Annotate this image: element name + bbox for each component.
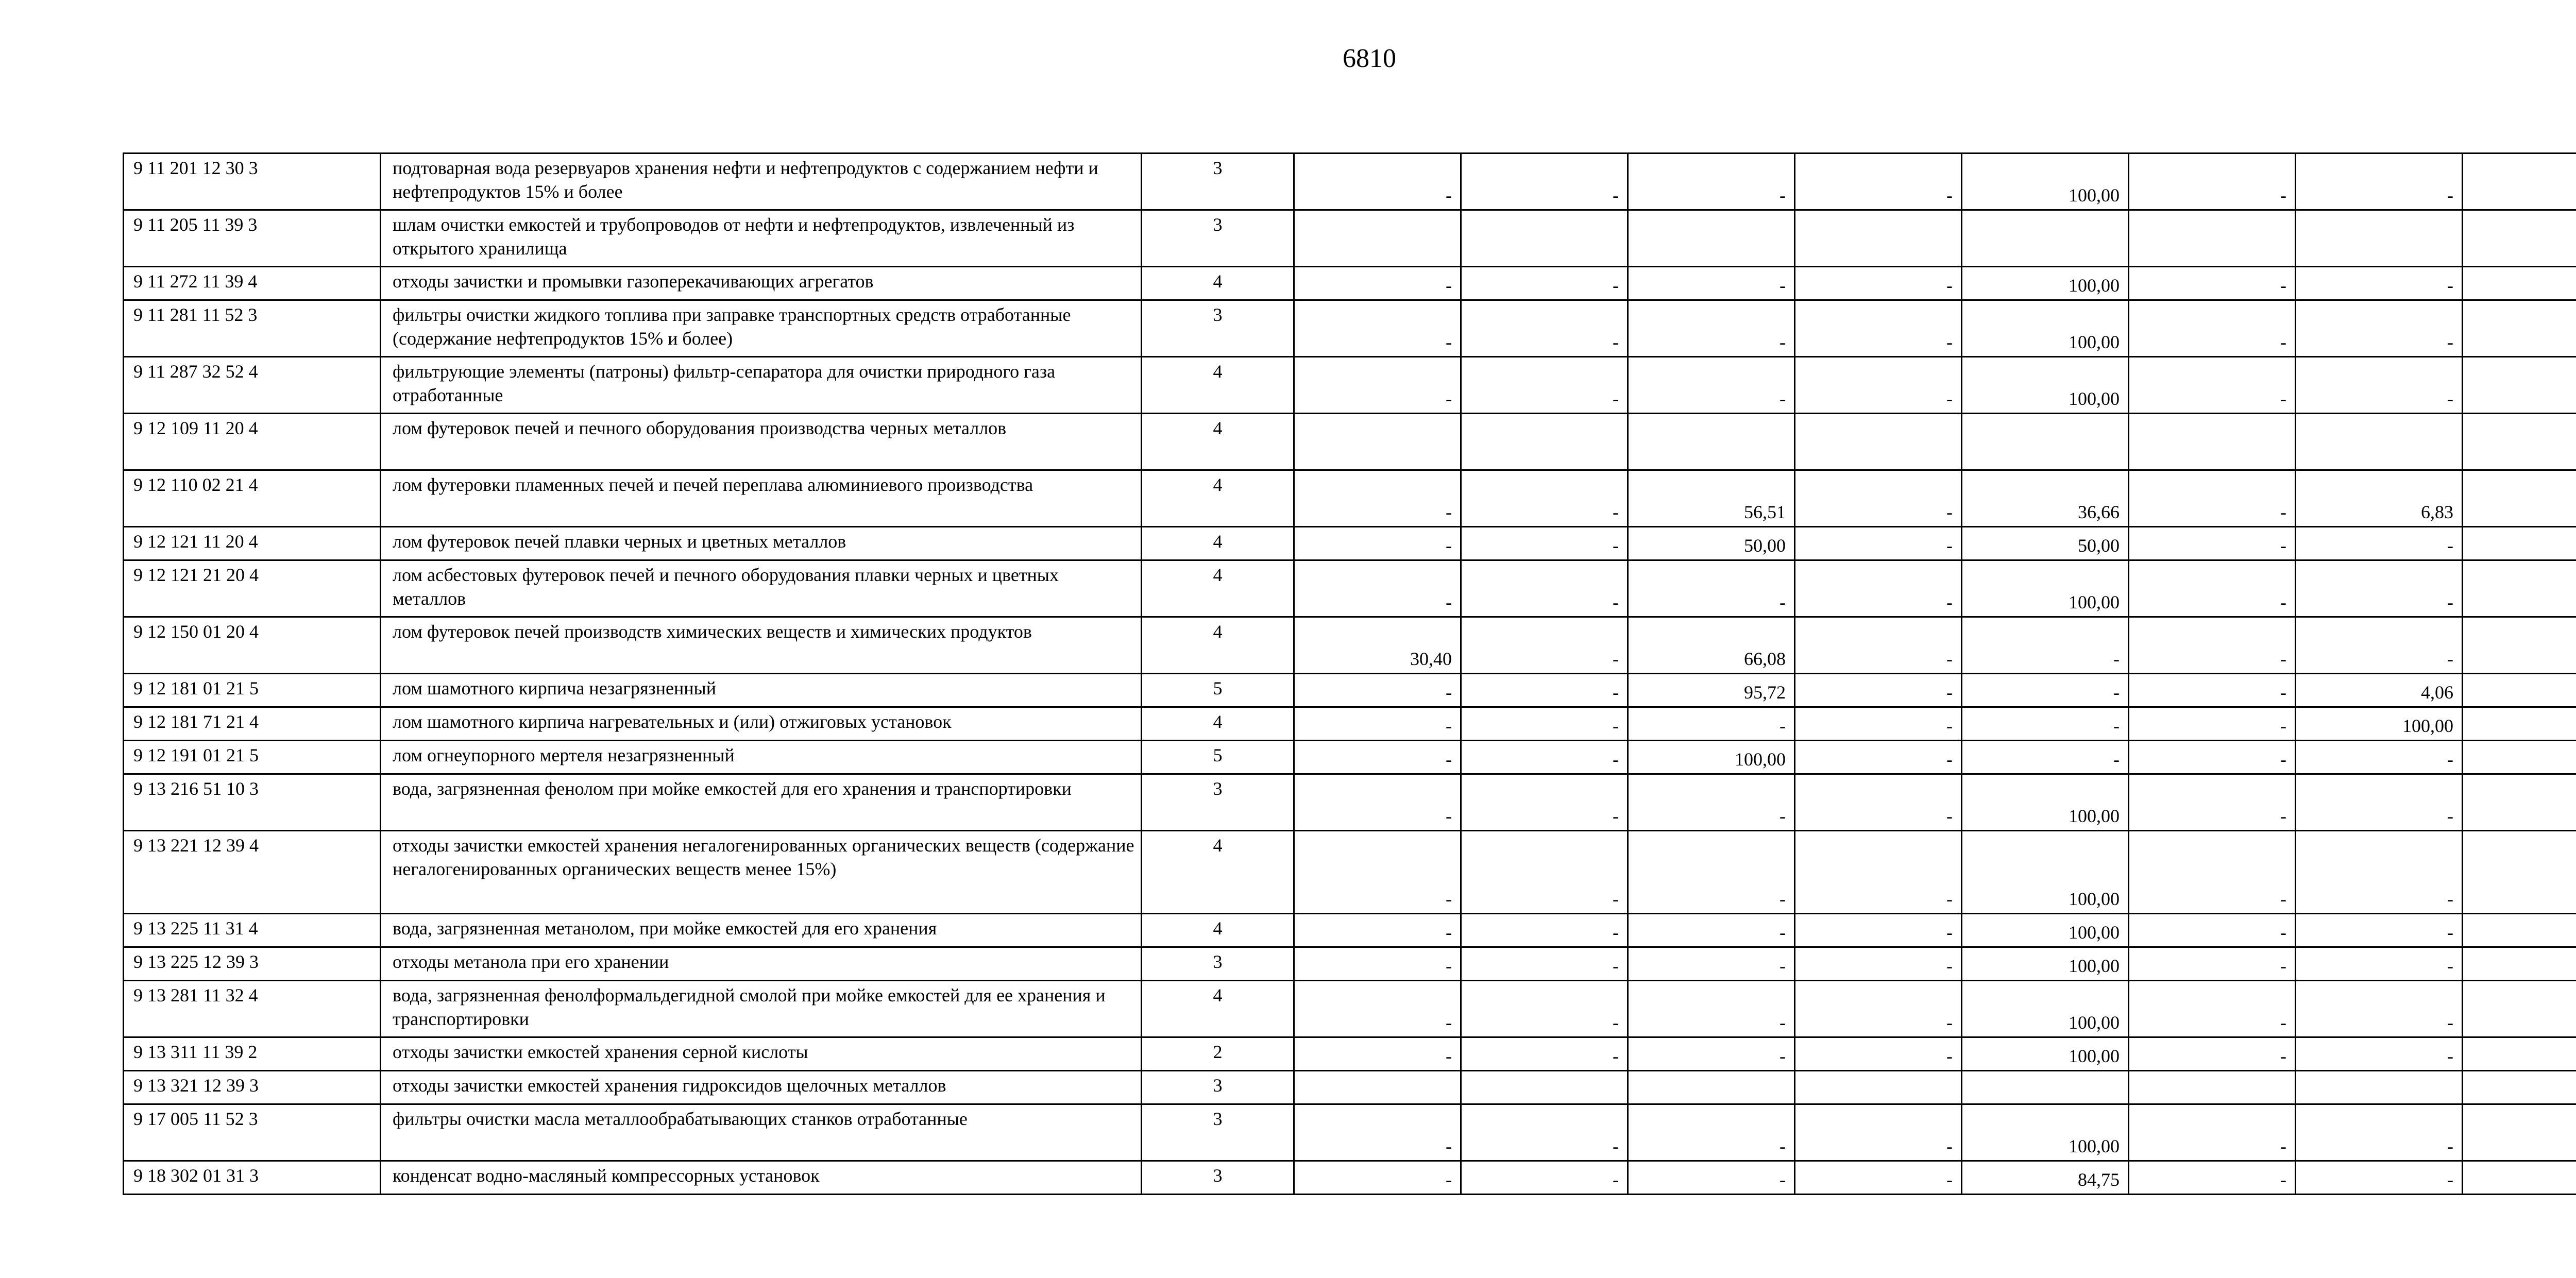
value-cell: 30,40: [1294, 617, 1461, 674]
hazard-class-cell: 4: [1142, 560, 1294, 617]
value-cell: -: [1962, 707, 2129, 741]
value-cell: [1294, 1071, 1461, 1104]
value-cell: 100,00: [1962, 914, 2129, 947]
table-row: [124, 267, 2576, 300]
waste-code-cell: 9 18 302 01 31 3: [124, 1161, 381, 1195]
table-row: [124, 741, 2576, 774]
value-cell: -: [1461, 707, 1628, 741]
value-cell: -: [1294, 774, 1461, 831]
table-row: [124, 831, 2576, 914]
table-row: [124, 357, 2576, 414]
table-row: [124, 674, 2576, 707]
waste-code-cell: 9 12 121 21 20 4: [124, 560, 381, 617]
value-cell: 66,08: [1628, 617, 1795, 674]
waste-name-cell: фильтры очистки масла металлообрабатывающих станков отработанные: [381, 1104, 1142, 1161]
hazard-class-cell: 2: [1142, 1037, 1294, 1071]
value-cell: -: [1795, 1161, 1962, 1195]
waste-name-cell: шлам очистки емкостей и трубопроводов от нефти и нефтепродуктов, извлеченный из открытого хранилища: [381, 210, 1142, 267]
value-cell: [2463, 1161, 2576, 1195]
value-cell: [1461, 1071, 1628, 1104]
value-cell: -: [2296, 300, 2463, 357]
table-row: [124, 560, 2576, 617]
waste-name-cell: лом футеровок печей и печного оборудования производства черных металлов: [381, 414, 1142, 470]
value-cell: 56,51: [1628, 470, 1795, 527]
value-cell: -: [2129, 674, 2296, 707]
table-row: [124, 707, 2576, 741]
waste-name-cell: лом футеровок печей плавки черных и цветных металлов: [381, 527, 1142, 560]
value-cell: -: [1795, 674, 1962, 707]
value-cell: -: [2129, 1161, 2296, 1195]
value-cell: 36,66: [1962, 470, 2129, 527]
table-row: [124, 1037, 2576, 1071]
value-cell: [1795, 1071, 1962, 1104]
hazard-class-cell: 4: [1142, 470, 1294, 527]
value-cell: -: [1628, 267, 1795, 300]
waste-code-cell: 9 12 191 01 21 5: [124, 741, 381, 774]
value-cell: [2463, 470, 2576, 527]
value-cell: 100,00: [1962, 774, 2129, 831]
value-cell: -: [1294, 914, 1461, 947]
hazard-class-cell: 4: [1142, 357, 1294, 414]
value-cell: -: [1795, 357, 1962, 414]
waste-name-cell: вода, загрязненная фенолформальдегидной смолой при мойке емкостей для ее хранения и транспортировки: [381, 981, 1142, 1037]
value-cell: -: [1795, 154, 1962, 210]
value-cell: [2463, 414, 2576, 470]
value-cell: -: [1628, 1104, 1795, 1161]
value-cell: -: [1294, 1037, 1461, 1071]
value-cell: [2463, 267, 2576, 300]
waste-code-cell: 9 12 181 01 21 5: [124, 674, 381, 707]
value-cell: [1628, 210, 1795, 267]
value-cell: [1962, 210, 2129, 267]
value-cell: -: [1294, 741, 1461, 774]
value-cell: [1628, 414, 1795, 470]
value-cell: 50,00: [1962, 527, 2129, 560]
value-cell: -: [2129, 947, 2296, 981]
value-cell: -: [2129, 1037, 2296, 1071]
table-row: [124, 981, 2576, 1037]
value-cell: -: [2296, 947, 2463, 981]
waste-name-cell: отходы метанола при его хранении: [381, 947, 1142, 981]
value-cell: -: [1795, 914, 1962, 947]
value-cell: 95,72: [1628, 674, 1795, 707]
value-cell: -: [2129, 1104, 2296, 1161]
waste-name-cell: лом футеровки пламенных печей и печей переплава алюминиевого производства: [381, 470, 1142, 527]
value-cell: [2296, 414, 2463, 470]
hazard-class-cell: 4: [1142, 707, 1294, 741]
table-row: [124, 414, 2576, 470]
table-row: [124, 774, 2576, 831]
value-cell: -: [1461, 357, 1628, 414]
value-cell: 100,00: [1962, 154, 2129, 210]
value-cell: -: [2129, 560, 2296, 617]
value-cell: -: [1294, 674, 1461, 707]
value-cell: -: [2129, 300, 2296, 357]
waste-code-cell: 9 13 221 12 39 4: [124, 831, 381, 914]
value-cell: -: [1795, 560, 1962, 617]
waste-code-cell: 9 13 321 12 39 3: [124, 1071, 381, 1104]
value-cell: -: [1461, 300, 1628, 357]
value-cell: -: [2296, 357, 2463, 414]
hazard-class-cell: 4: [1142, 617, 1294, 674]
hazard-class-cell: 3: [1142, 947, 1294, 981]
waste-name-cell: вода, загрязненная метанолом, при мойке емкостей для его хранения: [381, 914, 1142, 947]
value-cell: -: [1628, 981, 1795, 1037]
value-cell: [2463, 674, 2576, 707]
value-cell: -: [1294, 831, 1461, 914]
value-cell: 100,00: [1962, 300, 2129, 357]
value-cell: -: [1628, 154, 1795, 210]
value-cell: [2463, 831, 2576, 914]
value-cell: -: [1795, 300, 1962, 357]
value-cell: 100,00: [1962, 981, 2129, 1037]
value-cell: -: [2296, 831, 2463, 914]
value-cell: -: [1795, 1104, 1962, 1161]
value-cell: -: [2296, 1161, 2463, 1195]
waste-name-cell: лом футеровок печей производств химических веществ и химических продуктов: [381, 617, 1142, 674]
value-cell: [2463, 154, 2576, 210]
value-cell: -: [1294, 154, 1461, 210]
table-row: [124, 527, 2576, 560]
waste-name-cell: лом шамотного кирпича нагревательных и (или) отжиговых установок: [381, 707, 1142, 741]
value-cell: -: [1294, 1161, 1461, 1195]
waste-code-cell: 9 17 005 11 52 3: [124, 1104, 381, 1161]
value-cell: [2129, 1071, 2296, 1104]
waste-code-cell: 9 11 272 11 39 4: [124, 267, 381, 300]
waste-name-cell: фильтры очистки жидкого топлива при заправке транспортных средств отработанные (содержание нефтепродуктов 15% и более): [381, 300, 1142, 357]
waste-code-cell: 9 12 110 02 21 4: [124, 470, 381, 527]
value-cell: -: [1628, 1161, 1795, 1195]
value-cell: -: [1461, 560, 1628, 617]
value-cell: 100,00: [1962, 1104, 2129, 1161]
value-cell: -: [1294, 981, 1461, 1037]
value-cell: -: [2129, 470, 2296, 527]
hazard-class-cell: 4: [1142, 914, 1294, 947]
table-body: [124, 154, 2576, 1195]
value-cell: -: [2296, 154, 2463, 210]
value-cell: -: [1461, 914, 1628, 947]
waste-name-cell: лом огнеупорного мертеля незагрязненный: [381, 741, 1142, 774]
value-cell: [2463, 527, 2576, 560]
value-cell: [1795, 414, 1962, 470]
value-cell: [2463, 560, 2576, 617]
value-cell: -: [2296, 914, 2463, 947]
value-cell: [2463, 1037, 2576, 1071]
value-cell: [2129, 414, 2296, 470]
value-cell: -: [1294, 560, 1461, 617]
value-cell: -: [1294, 300, 1461, 357]
value-cell: 4,06: [2296, 674, 2463, 707]
table-row: [124, 1161, 2576, 1195]
value-cell: 100,00: [1962, 560, 2129, 617]
value-cell: -: [1294, 1104, 1461, 1161]
waste-code-cell: 9 13 225 12 39 3: [124, 947, 381, 981]
value-cell: -: [2296, 1104, 2463, 1161]
waste-name-cell: лом асбестовых футеровок печей и печного оборудования плавки черных и цветных металлов: [381, 560, 1142, 617]
waste-code-cell: 9 11 205 11 39 3: [124, 210, 381, 267]
value-cell: -: [1461, 774, 1628, 831]
hazard-class-cell: 5: [1142, 741, 1294, 774]
value-cell: -: [1795, 981, 1962, 1037]
hazard-class-cell: 4: [1142, 267, 1294, 300]
value-cell: [1461, 414, 1628, 470]
value-cell: [2463, 300, 2576, 357]
value-cell: 100,00: [1962, 267, 2129, 300]
value-cell: [2129, 210, 2296, 267]
value-cell: [2296, 1071, 2463, 1104]
hazard-class-cell: 3: [1142, 774, 1294, 831]
value-cell: -: [1795, 947, 1962, 981]
value-cell: -: [2296, 1037, 2463, 1071]
hazard-class-cell: 3: [1142, 210, 1294, 267]
value-cell: [2463, 1071, 2576, 1104]
value-cell: -: [2129, 357, 2296, 414]
table-row: [124, 914, 2576, 947]
value-cell: -: [2296, 560, 2463, 617]
value-cell: -: [1795, 617, 1962, 674]
hazard-class-cell: 4: [1142, 981, 1294, 1037]
waste-name-cell: вода, загрязненная фенолом при мойке емкостей для его хранения и транспортировки: [381, 774, 1142, 831]
value-cell: [2296, 210, 2463, 267]
hazard-class-cell: 5: [1142, 674, 1294, 707]
value-cell: -: [1795, 774, 1962, 831]
value-cell: 100,00: [2296, 707, 2463, 741]
waste-name-cell: конденсат водно-масляный компрессорных установок: [381, 1161, 1142, 1195]
value-cell: [2463, 707, 2576, 741]
value-cell: [2463, 774, 2576, 831]
value-cell: [2463, 914, 2576, 947]
waste-name-cell: лом шамотного кирпича незагрязненный: [381, 674, 1142, 707]
value-cell: -: [1461, 947, 1628, 981]
value-cell: -: [1461, 1161, 1628, 1195]
value-cell: -: [2129, 707, 2296, 741]
table-row: [124, 154, 2576, 210]
hazard-class-cell: 3: [1142, 154, 1294, 210]
value-cell: -: [2296, 774, 2463, 831]
value-cell: -: [1962, 741, 2129, 774]
waste-name-cell: отходы зачистки емкостей хранения серной кислоты: [381, 1037, 1142, 1071]
value-cell: [2463, 617, 2576, 674]
hazard-class-cell: 3: [1142, 1161, 1294, 1195]
waste-name-cell: отходы зачистки и промывки газоперекачивающих агрегатов: [381, 267, 1142, 300]
value-cell: -: [1461, 981, 1628, 1037]
value-cell: -: [1795, 831, 1962, 914]
value-cell: -: [1795, 527, 1962, 560]
value-cell: -: [2129, 981, 2296, 1037]
value-cell: -: [1461, 1037, 1628, 1071]
waste-name-cell: подтоварная вода резервуаров хранения нефти и нефтепродуктов с содержанием нефти и нефтепродуктов 15% и более: [381, 154, 1142, 210]
value-cell: -: [2129, 831, 2296, 914]
hazard-class-cell: 4: [1142, 831, 1294, 914]
value-cell: -: [1628, 357, 1795, 414]
value-cell: -: [1461, 741, 1628, 774]
table-row: [124, 947, 2576, 981]
waste-code-cell: 9 13 311 11 39 2: [124, 1037, 381, 1071]
value-cell: -: [1461, 674, 1628, 707]
value-cell: [1461, 210, 1628, 267]
table-row: [124, 210, 2576, 267]
value-cell: [2463, 1104, 2576, 1161]
value-cell: -: [1294, 470, 1461, 527]
value-cell: 100,00: [1962, 947, 2129, 981]
value-cell: -: [1962, 617, 2129, 674]
value-cell: -: [1628, 707, 1795, 741]
hazard-class-cell: 3: [1142, 300, 1294, 357]
value-cell: -: [1795, 741, 1962, 774]
value-cell: [1294, 210, 1461, 267]
value-cell: 100,00: [1962, 831, 2129, 914]
value-cell: [2463, 741, 2576, 774]
value-cell: -: [2129, 527, 2296, 560]
hazard-class-cell: 3: [1142, 1071, 1294, 1104]
value-cell: -: [2129, 774, 2296, 831]
waste-code-cell: 9 12 121 11 20 4: [124, 527, 381, 560]
value-cell: -: [1461, 154, 1628, 210]
value-cell: -: [2296, 981, 2463, 1037]
value-cell: 84,75: [1962, 1161, 2129, 1195]
value-cell: -: [1461, 617, 1628, 674]
waste-composition-table: [123, 152, 2576, 1195]
value-cell: -: [1461, 470, 1628, 527]
hazard-class-cell: 3: [1142, 1104, 1294, 1161]
value-cell: [2463, 981, 2576, 1037]
value-cell: -: [1294, 527, 1461, 560]
value-cell: -: [2129, 914, 2296, 947]
value-cell: -: [2129, 154, 2296, 210]
value-cell: -: [1628, 947, 1795, 981]
value-cell: -: [2129, 617, 2296, 674]
value-cell: 100,00: [1628, 741, 1795, 774]
hazard-class-cell: 4: [1142, 527, 1294, 560]
waste-code-cell: 9 13 225 11 31 4: [124, 914, 381, 947]
value-cell: -: [1294, 947, 1461, 981]
value-cell: -: [1294, 267, 1461, 300]
hazard-class-cell: 4: [1142, 414, 1294, 470]
value-cell: -: [2296, 267, 2463, 300]
waste-code-cell: 9 12 109 11 20 4: [124, 414, 381, 470]
value-cell: [2463, 947, 2576, 981]
value-cell: -: [1962, 674, 2129, 707]
waste-code-cell: 9 12 150 01 20 4: [124, 617, 381, 674]
value-cell: -: [1628, 1037, 1795, 1071]
waste-code-cell: 9 12 181 71 21 4: [124, 707, 381, 741]
value-cell: -: [2129, 741, 2296, 774]
table-row: [124, 617, 2576, 674]
value-cell: [1962, 414, 2129, 470]
value-cell: 6,83: [2296, 470, 2463, 527]
value-cell: [1962, 1071, 2129, 1104]
waste-code-cell: 9 13 216 51 10 3: [124, 774, 381, 831]
table-row: [124, 300, 2576, 357]
value-cell: -: [1795, 470, 1962, 527]
value-cell: -: [1294, 707, 1461, 741]
value-cell: -: [1628, 300, 1795, 357]
value-cell: -: [1628, 831, 1795, 914]
value-cell: [1294, 414, 1461, 470]
value-cell: 100,00: [1962, 357, 2129, 414]
value-cell: -: [1628, 914, 1795, 947]
waste-name-cell: отходы зачистки емкостей хранения гидроксидов щелочных металлов: [381, 1071, 1142, 1104]
value-cell: 100,00: [1962, 1037, 2129, 1071]
value-cell: [2463, 357, 2576, 414]
value-cell: -: [1795, 267, 1962, 300]
waste-code-cell: 9 11 201 12 30 3: [124, 154, 381, 210]
table-row: [124, 1071, 2576, 1104]
waste-name-cell: фильтрующие элементы (патроны) фильтр-сепаратора для очистки природного газа отработанные: [381, 357, 1142, 414]
value-cell: [1795, 210, 1962, 267]
value-cell: 50,00: [1628, 527, 1795, 560]
table-row: [124, 470, 2576, 527]
value-cell: -: [1461, 527, 1628, 560]
value-cell: -: [1628, 560, 1795, 617]
value-cell: -: [1461, 1104, 1628, 1161]
value-cell: -: [1461, 831, 1628, 914]
value-cell: -: [2296, 527, 2463, 560]
value-cell: -: [2296, 617, 2463, 674]
waste-code-cell: 9 11 287 32 52 4: [124, 357, 381, 414]
value-cell: -: [1294, 357, 1461, 414]
value-cell: -: [1795, 1037, 1962, 1071]
value-cell: -: [1628, 774, 1795, 831]
waste-code-cell: 9 13 281 11 32 4: [124, 981, 381, 1037]
waste-code-cell: 9 11 281 11 52 3: [124, 300, 381, 357]
waste-name-cell: отходы зачистки емкостей хранения негалогенированных органических веществ (содержание негалогенированных органических веществ менее 15%): [381, 831, 1142, 914]
table-row: [124, 1104, 2576, 1161]
value-cell: -: [2296, 741, 2463, 774]
value-cell: -: [1795, 707, 1962, 741]
value-cell: [2463, 210, 2576, 267]
value-cell: [1628, 1071, 1795, 1104]
value-cell: -: [1461, 267, 1628, 300]
value-cell: -: [2129, 267, 2296, 300]
page-number: 6810: [1343, 44, 1396, 73]
